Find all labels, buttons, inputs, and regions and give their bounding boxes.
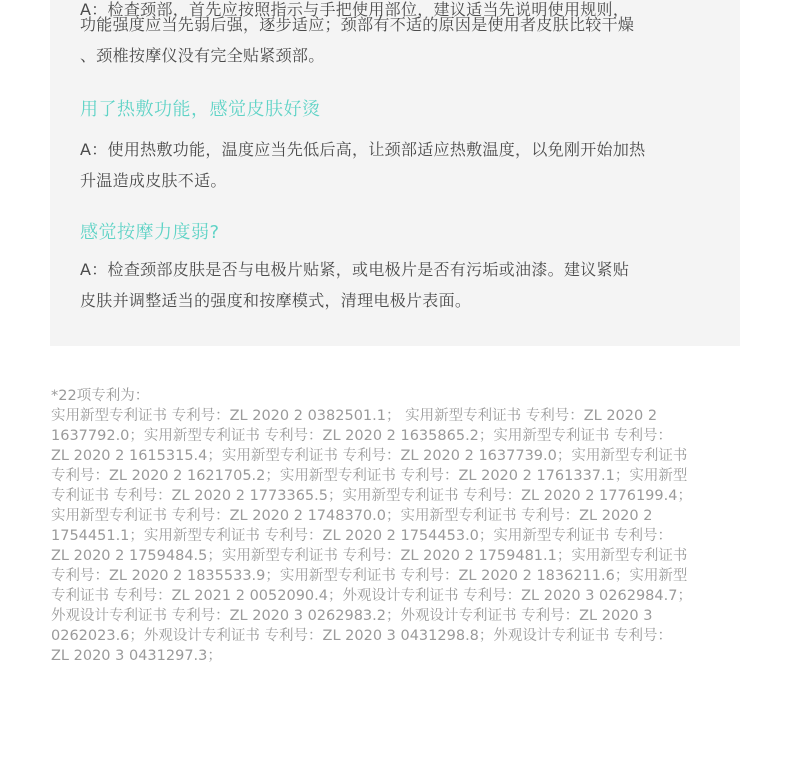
faq-answer-1-line-2: 功能强度应当先弱后强，逐步适应；颈部有不适的原因是使用者皮肤比较干燥 [80,15,635,34]
faq-question-2: 用了热敷功能，感觉皮肤好烫 [80,99,321,120]
patent-line: 专利证书 专利号：ZL 2021 2 0052090.4；外观设计专利证书 专利号：ZL 2020 3 0262984.7； [51,588,692,604]
patent-line: 实用新型专利证书 专利号：ZL 2020 2 0382501.1； 实用新型专利证书 专利号：ZL 2020 2 [51,408,658,424]
patent-list [51,386,741,666]
patent-line: 1754451.1；实用新型专利证书 专利号：ZL 2020 2 1754453.0；实用新型专利证书 专利号： [51,528,673,544]
faq-answer-1-line-1: A：检查颈部，首先应按照指示与手把使用部位，建议适当先说明使用规则， [80,0,630,19]
faq-answer-3-line-1: A：检查颈部皮肤是否与电极片贴紧，或电极片是否有污垢或油漆。建议紧贴 [80,260,630,279]
patent-line: 外观设计专利证书 专利号：ZL 2020 3 0262983.2；外观设计专利证书 专利号：ZL 2020 3 [51,608,653,624]
patent-line: 专利号：ZL 2020 2 1621705.2；实用新型专利证书 专利号：ZL 2020 2 1761337.1；实用新型 [51,468,688,484]
faq-answer-2-line-2: 升温造成皮肤不适。 [80,171,227,190]
faq-question-3: 感觉按摩力度弱? [80,222,220,243]
patent-line: ZL 2020 3 0431297.3； [51,648,222,664]
patent-heading: *22项专利为： [51,388,150,404]
faq-answer-1-line-3: 、颈椎按摩仪没有完全贴紧颈部。 [80,46,325,65]
faq-answer-3-line-2: 皮肤并调整适当的强度和按摩模式，清理电极片表面。 [80,291,472,310]
patent-line: ZL 2020 2 1615315.4；实用新型专利证书 专利号：ZL 2020 2 1637739.0；实用新型专利证书 [51,448,688,464]
patent-line: 实用新型专利证书 专利号：ZL 2020 2 1748370.0；实用新型专利证书 专利号：ZL 2020 2 [51,508,653,524]
patent-line: 1637792.0；实用新型专利证书 专利号：ZL 2020 2 1635865.2；实用新型专利证书 专利号： [51,428,673,444]
patent-line: 0262023.6；外观设计专利证书 专利号：ZL 2020 3 0431298.8；外观设计专利证书 专利号： [51,628,673,644]
patent-line: 专利号：ZL 2020 2 1835533.9；实用新型专利证书 专利号：ZL 2020 2 1836211.6；实用新型 [51,568,688,584]
faq-answer-2-line-1: A：使用热敷功能，温度应当先低后高，让颈部适应热敷温度，以免刚开始加热 [80,140,646,159]
patent-line: 专利证书 专利号：ZL 2020 2 1773365.5；实用新型专利证书 专利号：ZL 2020 2 1776199.4； [51,488,692,504]
patent-line: ZL 2020 2 1759484.5；实用新型专利证书 专利号：ZL 2020 2 1759481.1；实用新型专利证书 [51,548,688,564]
